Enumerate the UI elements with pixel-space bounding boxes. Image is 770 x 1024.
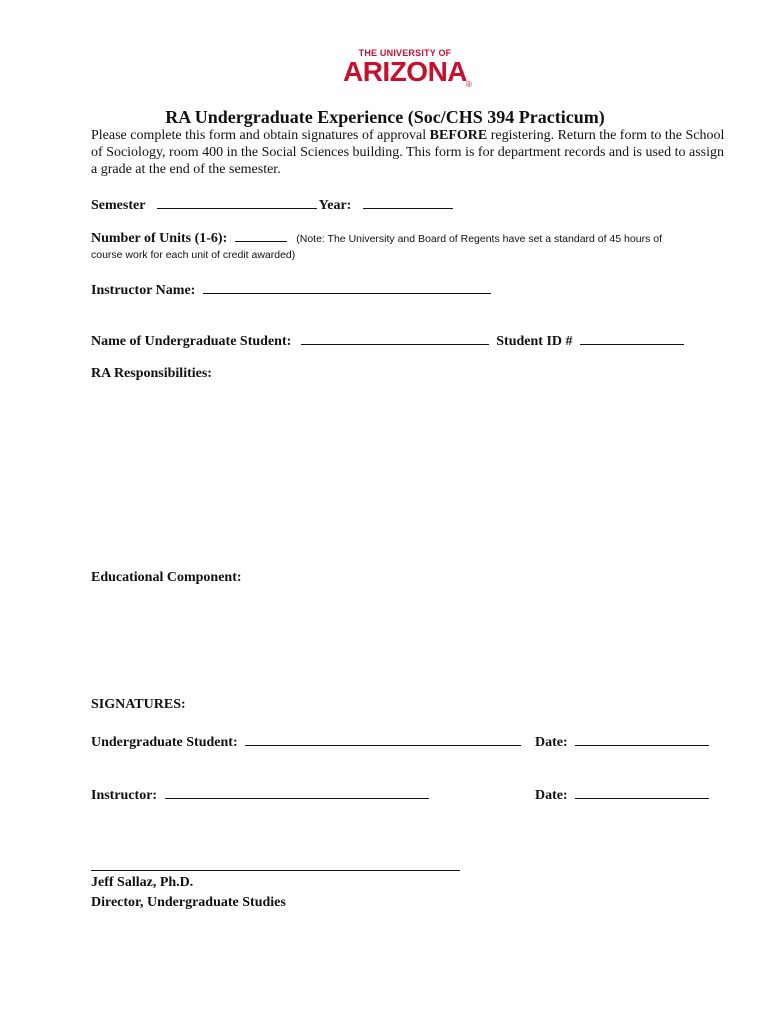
units-note-line2: course work for each unit of credit awarded) xyxy=(91,249,296,261)
units-note-line1: (Note: The University and Board of Regents have set a standard of 45 hours of xyxy=(296,233,663,245)
director-name: Jeff Sallaz, Ph.D. xyxy=(91,875,194,890)
student-signature-row xyxy=(91,733,521,751)
student-date-row xyxy=(535,733,709,751)
signatures-heading: SIGNATURES: xyxy=(91,697,186,712)
intro-text-bold: BEFORE xyxy=(429,128,488,143)
units-input-line[interactable] xyxy=(235,229,287,242)
ra-responsibilities-label: RA Responsibilities: xyxy=(91,366,212,381)
year-input-line[interactable] xyxy=(363,196,453,209)
semester-input-line[interactable] xyxy=(157,196,317,209)
director-title: Director, Undergraduate Studies xyxy=(91,895,286,910)
logo-university-of: THE UNIVERSITY OF xyxy=(358,48,452,58)
instructor-signature-label: Instructor: xyxy=(91,788,158,803)
intro-text-after: registering. Return the form to the School of Sociology, room 400 in the Social Sciences building. This form is for department records and is used to assign a grade at the end of the semester. xyxy=(91,128,725,177)
student-signature-line[interactable] xyxy=(245,733,521,746)
semester-label: Semester xyxy=(91,198,146,213)
instructor-name-label: Instructor Name: xyxy=(91,283,196,298)
student-signature-label: Undergraduate Student: xyxy=(91,735,238,750)
instructor-name-row xyxy=(91,281,491,299)
instructor-signature-row xyxy=(91,786,429,804)
units-label: Number of Units (1-6): xyxy=(91,231,228,246)
student-date-line[interactable] xyxy=(575,733,709,746)
intro-text-before: Please complete this form and obtain signatures of approval xyxy=(91,128,430,143)
instructor-signature-line[interactable] xyxy=(165,786,429,799)
instructor-date-label: Date: xyxy=(535,788,568,803)
educational-component-area[interactable] xyxy=(91,590,711,690)
student-row xyxy=(91,332,684,350)
form-title: RA Undergraduate Experience (Soc/CHS 394 Practicum) xyxy=(165,107,605,127)
student-date-label: Date: xyxy=(535,735,568,750)
intro-paragraph xyxy=(91,127,731,178)
instructor-name-input-line[interactable] xyxy=(203,281,491,294)
instructor-date-line[interactable] xyxy=(575,786,709,799)
units-row xyxy=(91,229,662,247)
ra-responsibilities-area[interactable] xyxy=(91,386,711,562)
logo-registered-mark: ® xyxy=(466,80,472,89)
student-name-input-line[interactable] xyxy=(301,332,489,345)
student-id-label: Student ID # xyxy=(496,334,573,349)
year-label: Year: xyxy=(318,198,352,213)
educational-component-label: Educational Component: xyxy=(91,570,242,585)
logo-arizona: ARIZONA xyxy=(342,56,468,87)
student-id-input-line[interactable] xyxy=(580,332,684,345)
semester-row xyxy=(91,196,453,214)
student-name-label: Name of Undergraduate Student: xyxy=(91,334,292,349)
director-signature-line[interactable] xyxy=(91,870,460,871)
instructor-date-row xyxy=(535,786,709,804)
